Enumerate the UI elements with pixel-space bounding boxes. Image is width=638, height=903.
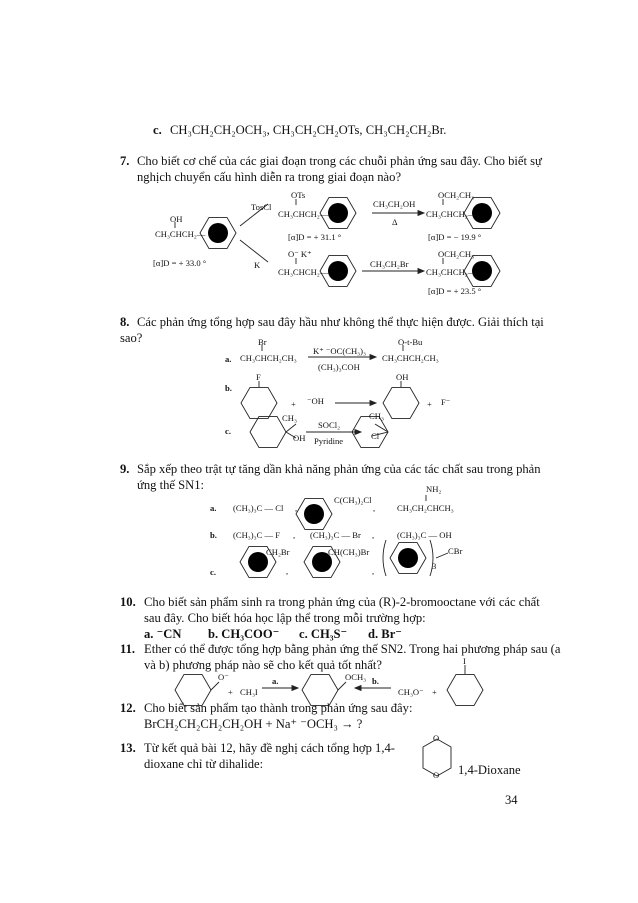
- reagent-label: Pyridine: [314, 436, 344, 446]
- chem-label: F: [256, 372, 261, 382]
- chem-label: CH₃CH₂CHCH₃: [397, 503, 454, 513]
- separator: ,: [372, 566, 375, 576]
- chem-label: CH₃CHCH₂—: [426, 209, 477, 219]
- chem-label: OH: [396, 372, 409, 382]
- option: c. CH₃S⁻: [299, 627, 348, 641]
- chem-label: Cl: [371, 431, 380, 441]
- question-text: Cho biết cơ chế của các giai đoạn trong các chuỗi phản ứng sau đây. Cho biết sự: [137, 154, 542, 168]
- chem-label: CH(CH₃)Br: [328, 547, 370, 557]
- compound-name: 1,4-Dioxane: [458, 763, 521, 777]
- chem-label: CH₃CHCH₂—: [426, 267, 477, 277]
- cyclohexane-ring: [241, 387, 277, 418]
- chem-label: ⁻OH: [307, 396, 324, 406]
- chem-label: O: [433, 733, 440, 743]
- optical-rotation: [α]D = − 19.9 °: [428, 232, 482, 242]
- question-text: Sắp xếp theo trật tự tăng dần khả năng phản ứng của các tác chất sau trong phản: [137, 462, 541, 476]
- chem-label: (CH₃)₃C — OH: [397, 530, 452, 540]
- question-number: 7.: [120, 154, 130, 168]
- question-number: 8.: [120, 315, 130, 329]
- chem-label: I: [463, 656, 466, 666]
- separator: ,: [295, 503, 298, 513]
- chem-label: C(CH₃)₂Cl: [334, 495, 372, 505]
- chem-label: O⁻ K⁺: [288, 249, 312, 259]
- chem-label: CH₃CHCH₂CH₃: [382, 353, 439, 363]
- question-text: Cho biết sản phẩm sinh ra trong phản ứng của (R)-2-bromooctane với các chất: [144, 595, 540, 609]
- question-text: nghịch chuyển cấu hình diễn ra trong giai đoạn nào?: [137, 170, 402, 184]
- chem-label: CH₃: [282, 413, 297, 423]
- question-number: 10.: [120, 595, 136, 609]
- item-text: CH₃CH₂CH₂OCH₃, CH₃CH₂CH₂OTs, CH₃CH₂CH₂Br.: [170, 123, 447, 137]
- reaction-equation: BrCH₂CH₂CH₂CH₂OH + Na⁺ ⁻OCH₃ → ?: [144, 717, 363, 731]
- reagent-label: K: [254, 260, 261, 270]
- question-text: Cho biết sản phẩm tạo thành trong phản ứng sau đây:: [144, 701, 413, 715]
- item-number: c.: [153, 123, 162, 137]
- chem-label: (CH₃)₃C — Cl: [233, 503, 284, 513]
- question-text: và b) phương pháp nào sẽ cho kết quả tốt nhất?: [144, 658, 383, 672]
- separator: ,: [293, 530, 296, 540]
- reagent-label: CH₃CH₂Br: [370, 259, 409, 269]
- chem-label: OCH₂CH₃: [438, 190, 475, 200]
- question-text: dioxane chỉ từ dihalide:: [144, 757, 264, 771]
- chem-label: O⁻: [218, 672, 229, 682]
- arrow-label: a.: [272, 676, 279, 686]
- chem-label: F⁻: [441, 397, 451, 407]
- chem-label: CH₂Br: [266, 547, 290, 557]
- chem-label: +: [291, 399, 296, 409]
- chem-label: +: [427, 399, 432, 409]
- sub-label: b.: [210, 530, 217, 540]
- chem-label: NH₂: [426, 484, 442, 494]
- sub-label: a.: [210, 503, 217, 513]
- separator: ,: [372, 530, 375, 540]
- chem-label: OCH₃: [345, 672, 367, 682]
- chem-label: (CH₃)₃C — F: [233, 530, 281, 540]
- chem-label: CH₃O⁻: [398, 687, 424, 697]
- chem-label: O-t-Bu: [398, 337, 423, 347]
- chem-label: +: [432, 687, 437, 697]
- reagent-label: TosCl: [251, 202, 272, 212]
- sub-label: c.: [225, 426, 231, 436]
- reagent-label: Δ: [392, 217, 398, 227]
- cyclohexane-ring: [383, 387, 419, 418]
- sub-label: b.: [225, 383, 232, 393]
- question-text: Ether có thể được tổng hợp bằng phản ứng thế SN2. Trong hai phương pháp sau (a: [144, 642, 561, 656]
- chem-label: CH₃: [369, 411, 384, 421]
- reagent-label: CH₃CH₂OH: [373, 199, 416, 209]
- sub-label: c.: [210, 567, 216, 577]
- option: b. CH₃COO⁻: [208, 627, 280, 641]
- question-number: 9.: [120, 462, 130, 476]
- chem-label: CBr: [448, 546, 463, 556]
- chem-label: OCH₂CH₃: [438, 249, 475, 259]
- chem-label: O: [433, 770, 440, 780]
- arrow-label: b.: [372, 676, 379, 686]
- optical-rotation: [α]D = + 31.1 °: [288, 232, 342, 242]
- question-text: Các phản ứng tổng hợp sau đây hầu như không thể thực hiện được. Giải thích tại: [137, 315, 544, 329]
- chem-label: OH: [293, 433, 306, 443]
- aromatic-circle: [208, 223, 228, 243]
- cyclohexane-ring: [250, 416, 286, 447]
- optical-rotation: [α]D = + 23.5 °: [428, 286, 482, 296]
- reagent-label: (CH₃)₃COH: [318, 362, 360, 372]
- question-number: 11.: [120, 642, 136, 656]
- option: d. Br⁻: [368, 627, 402, 641]
- separator: ,: [286, 566, 289, 576]
- question-text: sao?: [120, 331, 143, 345]
- separator: ,: [373, 503, 376, 513]
- option: a. ⁻CN: [144, 627, 182, 641]
- reagent-label: K⁺ ⁻OC(CH₃)₃: [313, 346, 367, 356]
- chem-label: 3: [432, 561, 437, 571]
- reagent-label: SOCl₂: [318, 420, 341, 430]
- optical-rotation: [α]D = + 33.0 °: [153, 258, 207, 268]
- chem-label: (CH₃)₃C — Br: [310, 530, 361, 540]
- chem-label: CH₃I: [240, 687, 258, 697]
- question-number: 13.: [120, 741, 136, 755]
- chem-label: OTs: [291, 190, 306, 200]
- chem-label: CH₃CHCH₂—: [278, 267, 329, 277]
- chem-label: CH₃CHCH₂—: [155, 229, 206, 239]
- question-text: sau đây. Cho biết hóa học lập thể trong mỗi trường hợp:: [144, 611, 426, 625]
- chem-label: OH: [170, 214, 183, 224]
- chem-label: CH₃CHCH₂CH₃: [240, 353, 297, 363]
- question-text: ứng thế SN1:: [137, 478, 204, 492]
- chem-label: CH₃CHCH₂—: [278, 209, 329, 219]
- page-number: 34: [505, 793, 518, 807]
- question-number: 12.: [120, 701, 136, 715]
- question-text: Từ kết quả bài 12, hãy đề nghị cách tổng hợp 1,4-: [144, 741, 395, 755]
- cyclohexane-ring: [447, 674, 483, 705]
- sub-label: a.: [225, 354, 232, 364]
- chem-label: Br: [258, 337, 267, 347]
- chem-label: +: [228, 687, 233, 697]
